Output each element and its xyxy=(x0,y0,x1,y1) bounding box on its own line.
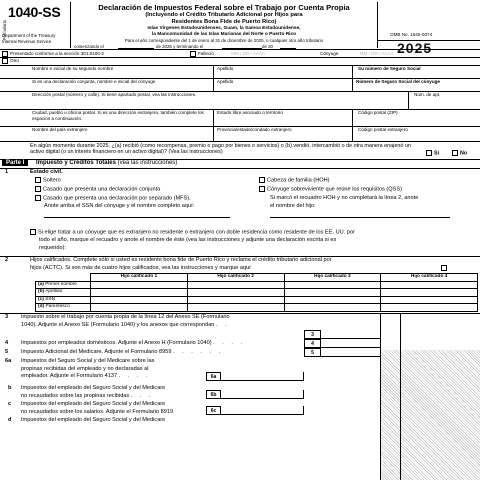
child1-ssn-cell[interactable] xyxy=(91,296,188,304)
lastname-field-label: Apellido xyxy=(217,66,234,71)
filing-status-mfj[interactable]: Casado que presenta una declaración conjunta xyxy=(35,186,160,193)
name-field-label: Nombre e inicial de su segundo nombre xyxy=(32,66,114,71)
line3-box: 3 xyxy=(304,330,321,339)
territories-1: Islas Vírgenes Estadounidenses, Guam, la Samoa Estadounidense, xyxy=(147,26,301,31)
line5-number: 5 xyxy=(5,349,9,355)
line3-text: Impuesto sobre el trabajo por cuenta propia de la línea 12 del Anexo SE (Formulario 1040). Adjunte el Anexo SE (Formulario 1040) y los anexos que correspondan . . xyxy=(21,314,230,328)
line1-number: 1 xyxy=(5,169,9,175)
deceased-row[interactable]: Falleció MM / DD / AAAA xyxy=(190,51,265,57)
province-field-label: Provincia/estado/condado extranjero xyxy=(217,127,292,132)
filing-status-hoh[interactable]: Cabeza de familia (HOH) xyxy=(259,177,330,184)
spouse-deceased-row[interactable]: Cónyuge MM / DD / AAAA xyxy=(320,50,394,56)
table-row: (b) Apellido xyxy=(36,289,478,297)
mfs-checkbox[interactable] xyxy=(35,195,41,201)
line4-box: 4 xyxy=(304,339,321,348)
line6b-text: Impuestos del empleado del Seguro Social y del Medicare no recaudados sobre las propinas recibidas . . . xyxy=(21,385,166,399)
form-title: Declaración de Impuestos Federal sobre el Trabajo por Cuenta Propia xyxy=(98,3,350,12)
state-field-label: Estado libre asociado o territorio xyxy=(217,110,283,115)
table-row: (c) SSN xyxy=(36,296,478,304)
filing-status-qss[interactable]: Cónyuge sobreviviente que reúne los requisitos (QSS) xyxy=(259,186,402,193)
child-col-3: Hijo calificado 3 xyxy=(284,274,381,282)
line6b-box: 6b xyxy=(206,390,221,399)
child4-last-name-cell[interactable] xyxy=(381,289,478,297)
child3-first-name-cell[interactable] xyxy=(284,281,381,289)
child2-first-name-cell[interactable] xyxy=(187,281,284,289)
child2-ssn-cell[interactable] xyxy=(187,296,284,304)
line6c-amount[interactable] xyxy=(221,406,304,415)
line2-text: Hijos calificados. Complete sólo si usted es residente bona fide de Puerto Rico y reclama el crédito tributario adicional por hijos (ACTC). Si son más de cuatro hijos calificados, vea las instrucciones y marque aquí xyxy=(30,257,332,271)
line5-text: Impuesto Adicional del Medicare. Adjunte el Formulario 8959 . . . . . . xyxy=(21,349,224,355)
child3-ssn-cell[interactable] xyxy=(284,296,381,304)
deceased-checkbox[interactable] xyxy=(190,51,196,57)
more-than-four-children-checkbox[interactable] xyxy=(441,265,447,271)
hoh-child-name-field[interactable] xyxy=(270,217,450,218)
filing-status-mfs[interactable]: Casado que presenta una declaración por separado (MFS). xyxy=(35,195,191,202)
period-line-2: comenzando el de 2025 y terminando el de 20 xyxy=(74,44,374,49)
qss-checkbox[interactable] xyxy=(259,186,265,192)
child4-relationship-cell[interactable] xyxy=(381,304,478,312)
form-subtitle-1: (Incluyendo el Crédito Tributario Adicional por Hijos para xyxy=(145,12,303,18)
presented-checkbox-row[interactable]: Presentado conforme a la sección 301.9100-2 xyxy=(2,51,104,57)
child1-last-name-cell[interactable] xyxy=(91,289,188,297)
line4-amount[interactable] xyxy=(321,339,380,348)
child-col-4: Hijo calificado 4 xyxy=(381,274,478,282)
child4-first-name-cell[interactable] xyxy=(381,281,478,289)
child4-ssn-cell[interactable] xyxy=(381,296,478,304)
line4-number: 4 xyxy=(5,340,9,346)
line6d-text: Impuestos del empleado del Seguro Social y del Medicare xyxy=(21,417,166,423)
mfj-checkbox[interactable] xyxy=(35,186,41,192)
other-row[interactable]: Otro xyxy=(2,58,19,64)
city-field-label: Ciudad, pueblo u oficina postal. Si es una dirección extranjera, también complete los espacios a continuación. xyxy=(32,110,204,121)
zip-field-label: Código postal (ZIP) xyxy=(358,110,398,115)
ssn-field-label: Su número de Seguro Social xyxy=(358,66,421,71)
spouse-lastname-field-label: Apellido xyxy=(217,79,234,84)
line5-amount[interactable] xyxy=(321,348,380,357)
line3-amount[interactable] xyxy=(321,330,380,339)
qualifying-children-table xyxy=(35,273,478,312)
line3-number: 3 xyxy=(5,314,9,320)
country-field-label: Nombre del país extranjero xyxy=(32,127,88,132)
child-col-1: Hijo calificado 1 xyxy=(91,274,188,282)
shaded-area-column xyxy=(381,350,401,480)
department: Department of the Treasury Internal Revenue Service xyxy=(2,33,56,44)
line6a-box: 6a xyxy=(206,372,221,381)
line6b-amount[interactable] xyxy=(221,390,304,399)
table-row: (a) Primer nombre xyxy=(36,281,478,289)
shaded-area-lines-6 xyxy=(401,350,480,480)
child-col-2: Hijo calificado 2 xyxy=(187,274,284,282)
hoh-checkbox[interactable] xyxy=(259,177,265,183)
child1-first-name-cell[interactable] xyxy=(91,281,188,289)
spouse-name-field-label: Si es una declaración conjunta, nombre e inicial del cónyuge xyxy=(32,79,156,84)
hoh-note: Si marcó el recuadro HOH y no completará la línea 2, anote el nombre del hijo: xyxy=(270,195,419,209)
address-field-label: Dirección postal (número y calle). Si tiene apartado postal, vea las instrucciones. xyxy=(32,92,197,97)
part1-badge: Parte I xyxy=(2,160,28,166)
foreign-postal-field-label: Código postal extranjero xyxy=(358,127,408,132)
digital-yes-checkbox[interactable] xyxy=(426,150,432,156)
child3-relationship-cell[interactable] xyxy=(284,304,381,312)
line2-number: 2 xyxy=(5,257,9,263)
part1-header: Parte I Impuesto y Créditos Totales (vea las instrucciones) xyxy=(2,160,177,167)
omb-number: OMB No. 1545-0074 xyxy=(390,32,433,37)
period-line-1: Para el año correspondiente del 1 de enero al 31 de diciembre de 2025, o cualquier otro año tributario xyxy=(124,38,324,43)
line6c-number: c xyxy=(8,401,12,407)
spouse-ssn-field-label: Número de Seguro Social del cónyuge xyxy=(356,79,440,84)
line6c-text: Impuestos del empleado del Seguro Social y del Medicare no recaudados sobre los salarios. Adjunte el Formulario 8919 xyxy=(21,401,174,415)
filing-status-single[interactable]: Soltero xyxy=(35,177,61,184)
child3-last-name-cell[interactable] xyxy=(284,289,381,297)
mfs-note: Anote arriba el SSN del cónyuge y el nombre completo aquí: xyxy=(44,202,195,209)
other-checkbox[interactable] xyxy=(2,58,8,64)
child2-relationship-cell[interactable] xyxy=(187,304,284,312)
line4-text: Impuestos por empleados domésticos. Adjunte el Anexo H (Formulario 1040) . . . . xyxy=(21,340,246,346)
child1-relationship-cell[interactable] xyxy=(91,304,188,312)
single-checkbox[interactable] xyxy=(35,177,41,183)
line6b-number: b xyxy=(8,385,12,391)
line1-label: Estado civil. xyxy=(30,169,63,175)
form-label: Formulario xyxy=(2,19,7,40)
line6a-text: Impuestos del Seguro Social y del Medicare sobre las propinas recibidas del empleado y no declaradas al empleador. Adjunte el Formulario 4137 . . . . xyxy=(21,358,155,380)
children-table-header xyxy=(36,274,478,282)
territories-2: la Mancomunidad de las Islas Marianas del Norte o Puerto Rico xyxy=(151,32,297,37)
digital-yes-option[interactable]: Sí xyxy=(426,150,439,157)
mfs-spouse-name-field[interactable] xyxy=(44,217,230,218)
nonresident-election[interactable]: Si elige tratar a un cónyuge que es extranjero no residente o extranjero con doble residencia como residente de los EE. UU. por todo el año, marque el recuadro y anote el nombre de éste (vea las instrucciones y adjunte una declaración escrita si es requerido): xyxy=(30,229,450,252)
line5-box: 5 xyxy=(304,348,321,357)
presented-checkbox[interactable] xyxy=(2,51,8,57)
apt-field-label: Núm. de apt. xyxy=(414,92,441,97)
table-row: (d) Parentesco xyxy=(36,304,478,312)
digital-no-checkbox[interactable] xyxy=(452,150,458,156)
digital-asset-question: En algún momento durante 2025, ¿(a) recibió (como recompensa, premio o pago por bienes o servicios) o (b) vendió, intercambió o de otra manera enajenó un activo digital (o un interés financiero en un activo digital)? (Vea las instrucciones) xyxy=(30,142,411,156)
line6c-box: 6c xyxy=(206,406,221,415)
form-subtitle-2: Residentes Bona Fide de Puerto Rico) xyxy=(171,19,277,25)
line6a-amount[interactable] xyxy=(221,372,304,381)
line6a-number: 6a xyxy=(5,358,12,364)
digital-no-option[interactable]: No xyxy=(452,150,467,157)
nonresident-checkbox[interactable] xyxy=(30,229,36,235)
line6d-number: d xyxy=(8,417,12,423)
tax-year: 2025 xyxy=(397,40,433,56)
form-number: 1040-SS xyxy=(8,4,61,20)
child2-last-name-cell[interactable] xyxy=(187,289,284,297)
